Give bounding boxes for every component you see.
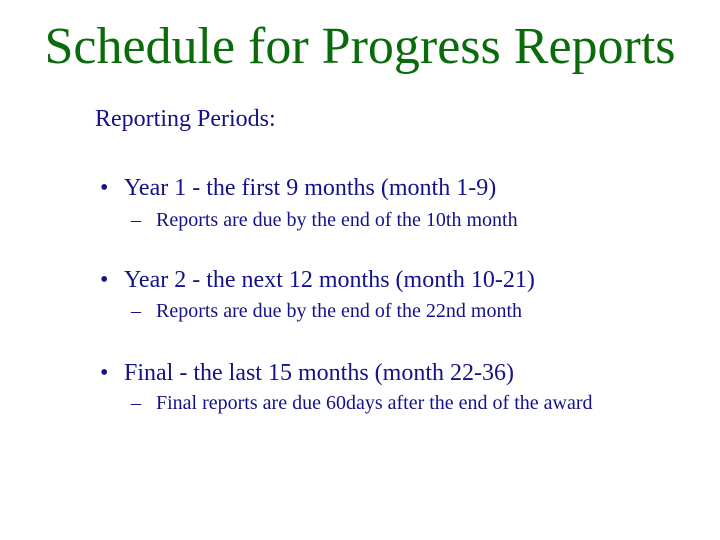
bullet-dot-icon: • (100, 360, 109, 386)
bullet-text: Year 2 - the next 12 months (month 10-21) (124, 267, 535, 293)
sub-bullet-item (131, 391, 593, 415)
sub-bullet-item (131, 208, 518, 232)
sub-bullet-text: Final reports are due 60days after the end of the award (156, 392, 593, 414)
dash-icon: – (131, 209, 141, 231)
bullet-dot-icon: • (100, 267, 109, 293)
sub-bullet-text: Reports are due by the end of the 10th month (156, 209, 518, 231)
bullet-text: Final - the last 15 months (month 22-36) (124, 360, 514, 386)
bullet-item (100, 359, 514, 388)
bullet-item (100, 174, 496, 203)
sub-bullet-text: Reports are due by the end of the 22nd month (156, 300, 523, 322)
dash-icon: – (131, 300, 141, 322)
bullet-text: Year 1 - the first 9 months (month 1-9) (124, 175, 497, 201)
section-heading: Reporting Periods: (95, 106, 276, 132)
dash-icon: – (131, 392, 141, 414)
bullet-item (100, 266, 535, 295)
slide-title: Schedule for Progress Reports (44, 18, 676, 75)
bullet-dot-icon: • (100, 175, 109, 201)
sub-bullet-item (131, 299, 522, 323)
